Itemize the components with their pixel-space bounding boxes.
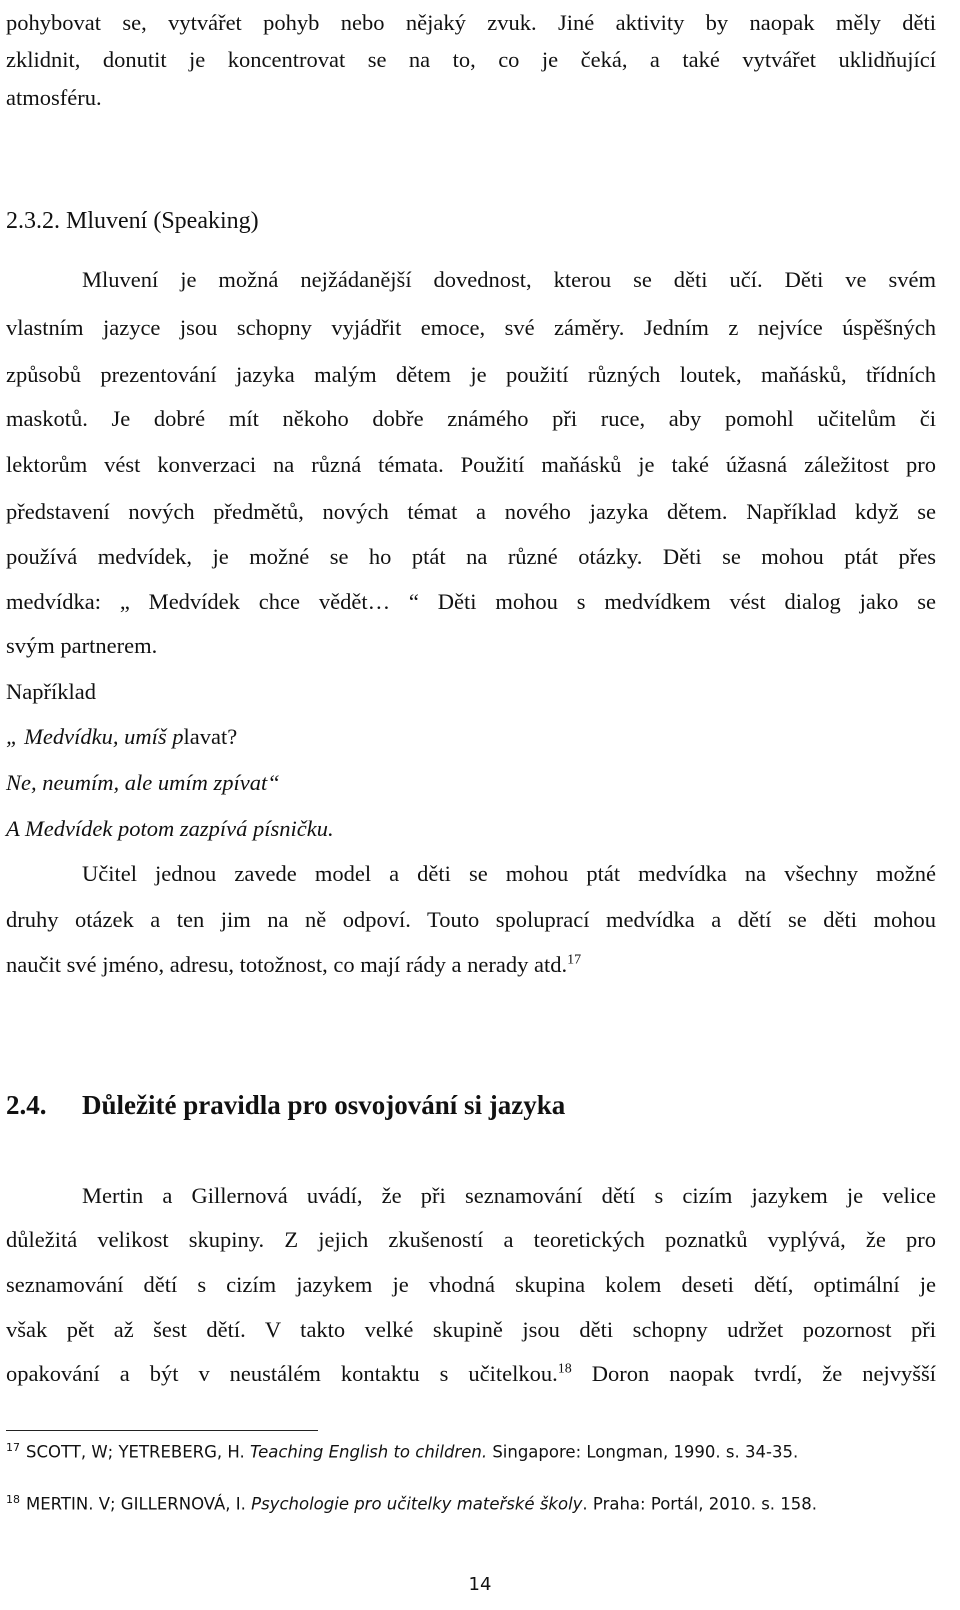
footnote-ref-18[interactable]: 18 <box>557 1361 572 1377</box>
closing-line: Učitel jednou zavede model a děti se mohou ptát medvídka na všechny možné <box>82 861 936 886</box>
footnote-authors: MERTIN. V; GILLERNOVÁ, I. <box>26 1494 252 1514</box>
footnote-number: 17 <box>6 1441 20 1454</box>
closing-line-last <box>6 942 936 988</box>
s24-line: však pět až šest dětí. V takto velké skupině jsou děti schopny udržet pozornost při <box>6 1317 936 1342</box>
example-question <box>6 714 936 760</box>
footnote-title: Teaching English to children. <box>250 1442 488 1462</box>
footnote-ref-17[interactable]: 17 <box>567 952 582 968</box>
closing-line-text: naučit své jméno, adresu, totožnost, co mají rády a nerady atd. <box>6 952 568 977</box>
s232-line: používá medvídek, je možné se ho ptát na různé otázky. Děti se mohou ptát přes <box>6 544 936 569</box>
closing-line: druhy otázek a ten jim na ně odpoví. Touto spoluprací medvídka a dětí se děti mohou <box>6 907 936 932</box>
section-24-number: 2.4. <box>6 1090 47 1120</box>
example-label: Například <box>6 679 96 704</box>
example-question-rest: lavat? <box>183 724 238 749</box>
s232-line: medvídka: „ Medvídek chce vědět… “ Děti mohou s medvídkem vést dialog jako se <box>6 589 936 614</box>
s232-line: představení nových předmětů, nových témat a nového jazyka dětem. Například když se <box>6 499 936 524</box>
footnote-separator <box>6 1430 318 1431</box>
s232-line: lektorům vést konverzaci na různá témata. Použití maňásků je také úžasná záležitost pro <box>6 452 936 477</box>
footnote-title: Psychologie pro učitelky mateřské školy <box>251 1494 583 1514</box>
s232-line: maskotů. Je dobré mít někoho dobře známého při ruce, aby pomohl učitelům či <box>6 406 936 431</box>
example-answer: Ne, neumím, ale umím zpívat“ <box>6 770 280 795</box>
footnote-publisher: . Praha: Portál, 2010. s. 158. <box>582 1494 818 1514</box>
s232-line: vlastním jazyce jsou schopny vyjádřit emoce, své záměry. Jedním z nejvíce úspěšných <box>6 315 936 340</box>
example-narration: A Medvídek potom zazpívá písničku. <box>6 816 334 841</box>
page-number: 14 <box>468 1574 492 1595</box>
s24-line-text-b: Doron naopak tvrdí, že nejvyšší <box>571 1361 937 1386</box>
s232-line: způsobů prezentování jazyka malým dětem je použití různých loutek, maňásků, třídních <box>6 362 936 387</box>
footnote-publisher: Singapore: Longman, 1990. s. 34-35. <box>487 1442 799 1462</box>
s24-line: seznamování dětí s cizím jazykem je vhodná skupina kolem deseti dětí, optimální je <box>6 1272 936 1297</box>
footnote-17 <box>6 1436 798 1465</box>
s24-line: důležitá velikost skupiny. Z jejich zkušeností a teoretických poznatků vyplývá, že pro <box>6 1227 936 1252</box>
s232-line: Mluvení je možná nejžádanější dovednost, kterou se děti učí. Děti ve svém <box>82 267 936 292</box>
s24-line-text-a: opakování a být v neustálém kontaktu s učitelkou. <box>6 1361 558 1386</box>
section-24-title: Důležité pravidla pro osvojování si jazyka <box>82 1090 566 1120</box>
section-24-heading <box>6 1082 565 1128</box>
s232-line: svým partnerem. <box>6 633 158 658</box>
s24-line-last <box>6 1351 936 1397</box>
footnote-authors: SCOTT, W; YETREBERG, H. <box>26 1442 251 1462</box>
intro-line-1: pohybovat se, vytvářet pohyb nebo nějaký zvuk. Jiné aktivity by naopak měly děti <box>6 10 936 35</box>
footnote-18 <box>6 1488 817 1517</box>
footnote-number: 18 <box>6 1493 20 1506</box>
example-question-italic: „ Medvídku, umíš p <box>6 724 184 749</box>
intro-line-2: zklidnit, donutit je koncentrovat se na to, co je čeká, a také vytvářet uklidňující <box>6 47 936 72</box>
section-232-heading: 2.3.2. Mluvení (Speaking) <box>6 208 259 234</box>
intro-line-3: atmosféru. <box>6 85 102 110</box>
s24-line: Mertin a Gillernová uvádí, že při seznamování dětí s cizím jazykem je velice <box>82 1183 936 1208</box>
